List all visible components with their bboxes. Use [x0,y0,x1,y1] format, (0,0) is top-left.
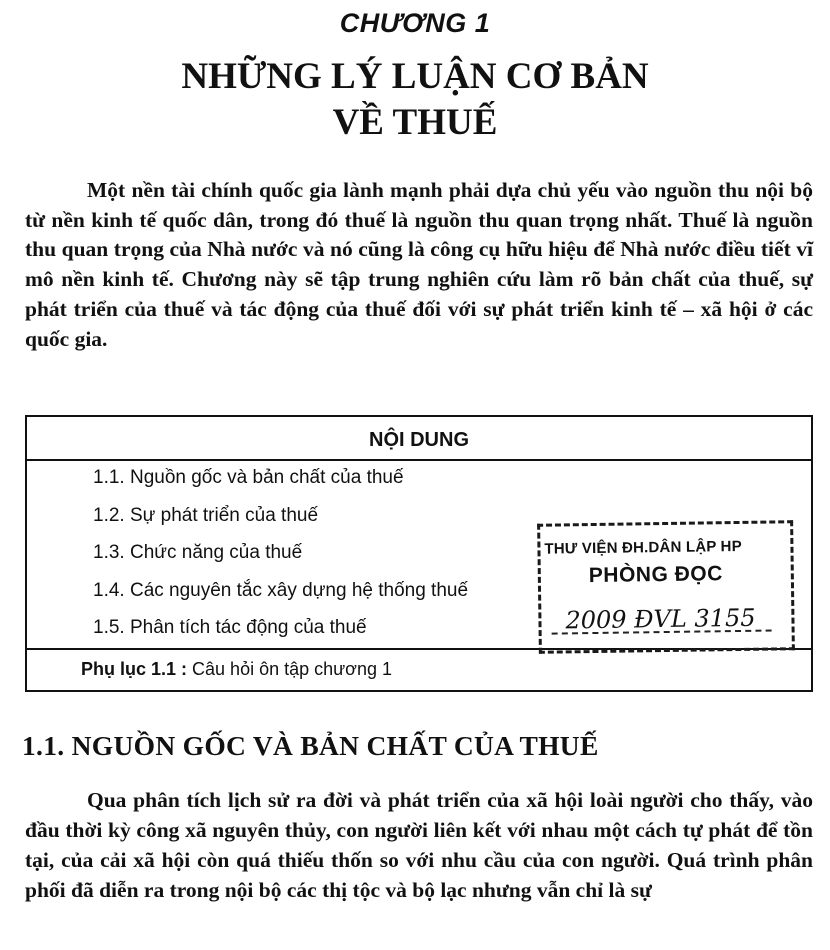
section-heading: 1.1. NGUỒN GỐC VÀ BẢN CHẤT CỦA THUẾ [22,730,599,761]
chapter-title-line-2: VỀ THUẾ [332,102,498,143]
library-stamp [537,520,795,654]
intro-paragraph: Một nền tài chính quốc gia lành mạnh phải dựa chủ yếu vào nguồn thu nội bộ từ nền kinh tế quốc dân, trong đó thuế là nguồn thu quan trọng nhất. Thuế là nguồn thu quan trọng của Nhà nước và nó cũng là công cụ hữu hiệu để Nhà nước điều tiết vĩ mô nền kinh tế. Chương này sẽ tập trung nghiên cứu làm rõ bản chất của thuế, sự phát triển của thuế và tác động của thuế đối với sự phát triển kinh tế – xã hội ở các quốc gia. [25,178,813,351]
contents-item: 1.5. Phân tích tác động của thuế [93,617,367,638]
contents-item: 1.2. Sự phát triển của thuế [93,505,319,526]
appendix-text: Câu hỏi ôn tập chương 1 [187,659,393,679]
chapter-label: CHƯƠNG 1 [339,8,491,38]
stamp-catalog-number: 2009 ĐVL 3155 [565,603,756,635]
contents-appendix [27,648,811,690]
chapter-title-line-1: NHỮNG LÝ LUẬN CƠ BẢN [181,56,649,97]
contents-item: 1.4. Các nguyên tắc xây dựng hệ thống thuế [93,580,469,601]
contents-item: 1.3. Chức năng của thuế [93,542,303,563]
stamp-room: PHÒNG ĐỌC [588,562,723,588]
stamp-library-name: THƯ VIỆN ĐH.DÂN LẬP HP [544,537,742,558]
section-paragraph: Qua phân tích lịch sử ra đời và phát triển của xã hội loài người cho thấy, vào đầu thời kỳ công xã nguyên thủy, con người liên kết với nhau một cách tự phát để tồn tại, của cải xã hội còn quá thiếu thốn so với nhu cầu của con người. Quá trình phân phối đã diễn ra trong nội bộ các thị tộc và bộ lạc nhưng vẫn chỉ là sự [25,788,813,902]
contents-item: 1.1. Nguồn gốc và bản chất của thuế [93,467,404,488]
chapter-title [0,54,830,146]
appendix-label: Phụ lục 1.1 : [81,659,188,679]
contents-heading: NỘI DUNG [27,417,811,461]
